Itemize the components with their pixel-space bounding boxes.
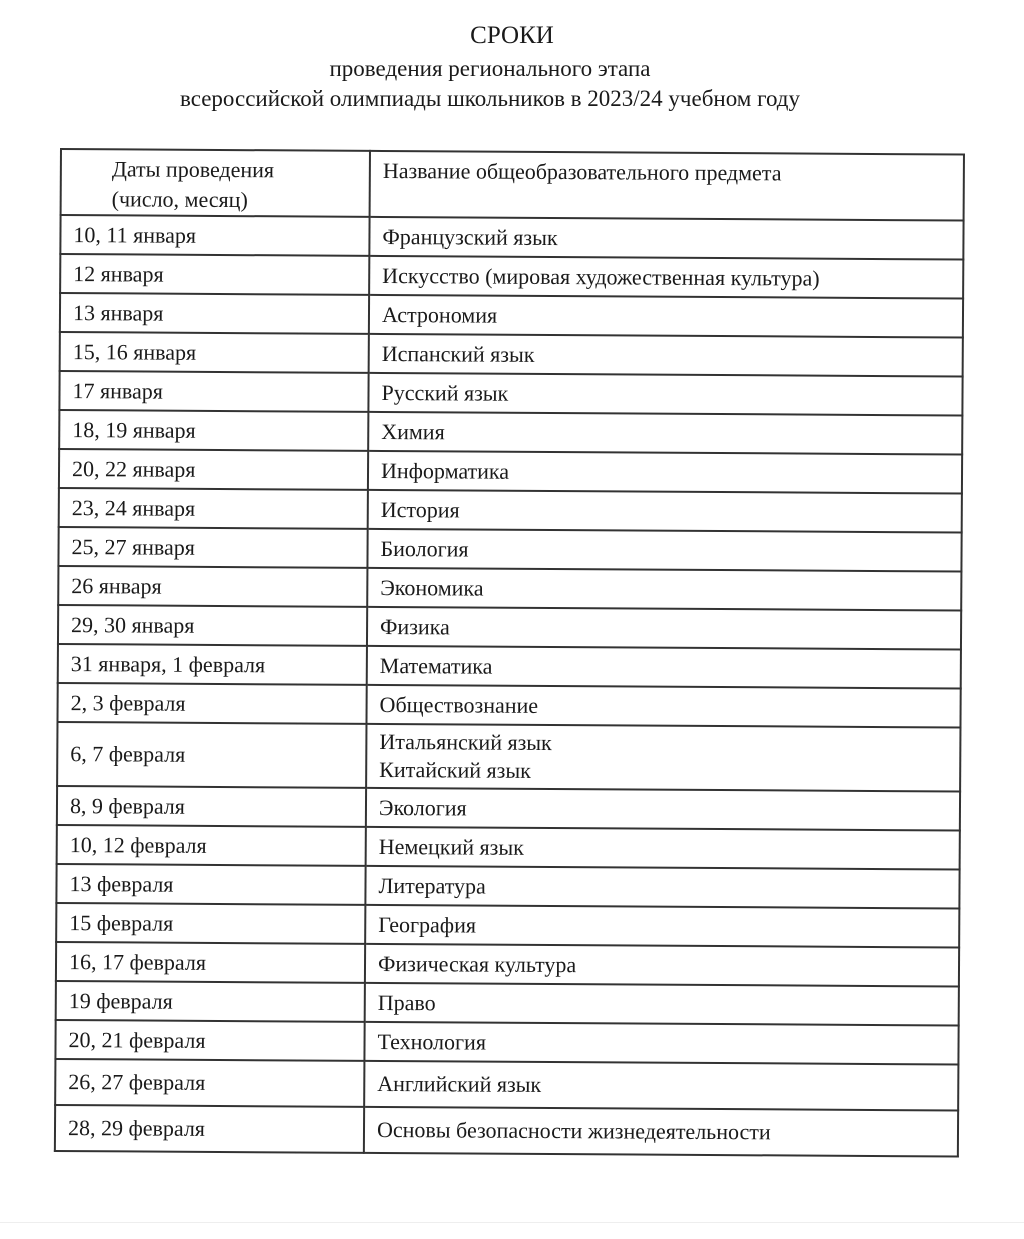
table-row — [58, 566, 961, 611]
table-row — [58, 605, 961, 650]
table-row — [56, 903, 959, 948]
table-row — [59, 410, 962, 455]
table-row — [60, 215, 963, 260]
table-row — [60, 254, 963, 299]
date-cell: 25, 27 января — [58, 527, 367, 568]
date-cell: 6, 7 февраля — [57, 722, 366, 788]
date-cell: 12 января — [60, 254, 369, 295]
date-cell: 10, 11 января — [60, 215, 369, 256]
subject-cell — [369, 334, 963, 377]
date-cell: 20, 22 января — [59, 449, 368, 490]
date-cell: 2, 3 февраля — [57, 683, 366, 724]
document-subtitle-line2: всероссийской олимпиады школьников в 2023/24 учебном году — [180, 86, 800, 111]
subject-cell — [365, 905, 959, 948]
subject-name: Технология — [377, 1028, 487, 1055]
table-row — [56, 942, 959, 987]
table-row — [57, 722, 960, 792]
subject-name: Китайский язык — [379, 756, 531, 783]
date-cell: 20, 21 февраля — [55, 1020, 364, 1061]
subject-name: Математика — [379, 652, 493, 679]
table-header-row — [61, 149, 964, 221]
date-cell: 13 февраля — [56, 864, 365, 905]
subject-name: Испанский язык — [381, 340, 535, 367]
date-cell: 10, 12 февраля — [57, 825, 366, 866]
date-cell: 28, 29 февраля — [55, 1105, 364, 1153]
subject-name: Экология — [378, 794, 467, 820]
document-title: СРОКИ — [470, 22, 554, 49]
subject-cell — [365, 944, 959, 987]
subject-name: Биология — [380, 535, 469, 562]
table-row — [57, 825, 960, 870]
subject-name: Экономика — [380, 574, 484, 601]
subject-cell — [364, 1061, 958, 1111]
subject-cell — [368, 373, 962, 416]
subject-name: История — [380, 496, 460, 522]
table-row — [57, 683, 960, 728]
date-cell: 16, 17 февраля — [56, 942, 365, 983]
date-cell: 19 февраля — [56, 981, 365, 1022]
subject-cell — [366, 724, 960, 792]
subject-cell — [365, 866, 959, 909]
table-row — [59, 371, 962, 416]
table-row — [59, 488, 962, 533]
subject-cell — [364, 1107, 958, 1157]
table-row — [60, 332, 963, 377]
subject-cell — [368, 451, 962, 494]
subject-cell — [368, 412, 962, 455]
subject-name: Физическая культура — [377, 950, 577, 977]
subject-cell — [366, 685, 960, 728]
header-dates-label: Даты проведения — [111, 156, 275, 183]
table-row — [58, 527, 961, 572]
header-subject: Название общеобразовательного предмета — [370, 151, 964, 221]
date-cell: 17 января — [59, 371, 368, 412]
subject-name: Обществознание — [379, 691, 539, 718]
subject-cell — [364, 1022, 958, 1065]
subject-name: Астрономия — [381, 301, 498, 328]
subject-name: Искусство (мировая художественная культура) — [382, 262, 820, 291]
subject-name: Русский язык — [381, 379, 509, 406]
date-cell: 26 января — [58, 566, 367, 607]
subject-name: География — [378, 911, 477, 938]
subject-name: Итальянский язык — [379, 728, 552, 756]
date-cell: 15 февраля — [56, 903, 365, 944]
subject-cell — [367, 646, 961, 689]
table-row — [58, 644, 961, 689]
subject-name: Литература — [378, 872, 486, 899]
date-cell: 23, 24 января — [59, 488, 368, 529]
subject-cell — [367, 568, 961, 611]
subject-cell — [369, 295, 963, 338]
subject-cell — [369, 256, 963, 299]
subject-name: Немецкий язык — [378, 833, 524, 860]
subject-name: Французский язык — [382, 223, 558, 250]
table-row — [60, 293, 963, 338]
subject-name: Физика — [380, 613, 450, 639]
date-cell: 8, 9 февраля — [57, 786, 366, 827]
schedule-table — [54, 148, 965, 1158]
date-cell: 26, 27 февраля — [55, 1059, 364, 1107]
subject-name: Английский язык — [377, 1070, 542, 1097]
table-row — [56, 864, 959, 909]
subject-cell — [367, 529, 961, 572]
table-row — [56, 981, 959, 1026]
table-row — [55, 1105, 958, 1157]
subject-name: Основы безопасности жизнедеятельности — [376, 1116, 771, 1145]
table-row — [55, 1020, 958, 1065]
date-cell: 29, 30 января — [58, 605, 367, 646]
subject-name: Химия — [381, 418, 445, 444]
date-cell: 18, 19 января — [59, 410, 368, 451]
table-row — [57, 786, 960, 831]
header-dates-sublabel: (число, месяц) — [111, 186, 248, 213]
subject-cell — [369, 217, 963, 260]
date-cell: 31 января, 1 февраля — [58, 644, 367, 685]
header-dates — [61, 149, 370, 217]
date-cell: 13 января — [60, 293, 369, 334]
subject-cell — [366, 788, 960, 831]
table-row — [55, 1059, 958, 1111]
table-row — [59, 449, 962, 494]
document-subtitle-line1: проведения регионального этапа — [329, 56, 651, 81]
subject-cell — [367, 607, 961, 650]
page-edge — [0, 1222, 1024, 1223]
subject-cell — [368, 490, 962, 533]
subject-cell — [365, 983, 959, 1026]
subject-name: Информатика — [380, 457, 510, 484]
subject-cell — [366, 827, 960, 870]
subject-name: Право — [377, 989, 436, 1015]
date-cell: 15, 16 января — [60, 332, 369, 373]
